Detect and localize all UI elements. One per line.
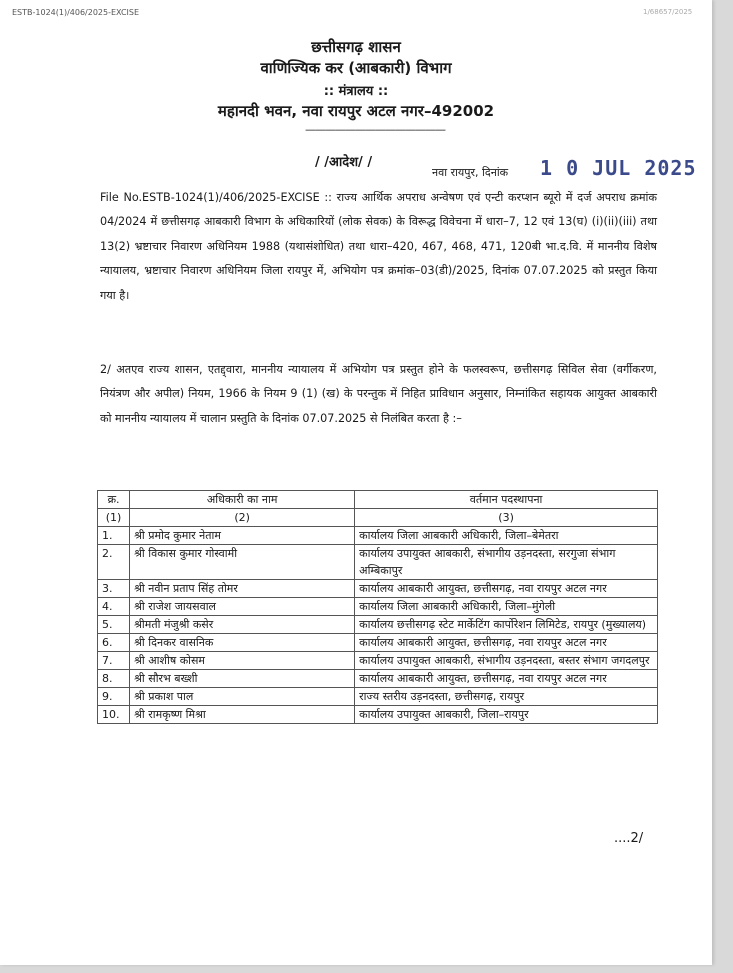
officers-table — [97, 490, 658, 724]
paragraph-1: File No.ESTB-1024(1)/406/2025-EXCISE :: राज्य आर्थिक अपराध अन्वेषण एवं एन्टी करप्शन ब्यूरो में दर्ज अपराध क्रमांक 04/2024 में छत्तीसगढ़ आबकारी विभाग के अधिकारियों (लोक सेवक) के विरूद्ध विवेचना में धारा–7, 12 एवं 13(घ) (i)(ii)(iii) तथा 13(2) भ्रष्टाचार निवारण अधिनियम 1988 (यथासंशोधित) तथा धारा–420, 467, 468, 471, 120बी भा.द.वि. में माननीय विशेष न्यायालय, भ्रष्टाचार निवारण अधिनियम जिला रायपुर में, अभियोग पत्र क्रमांक–03(डी)/2025, दिनांक 07.07.2025 को प्रस्तुत किया गया है। — [100, 191, 657, 302]
table-header-row — [98, 491, 658, 509]
row-number: 3. — [98, 580, 130, 598]
paragraph-2: 2/ अतएव राज्य शासन, एतद्द्वारा, माननीय न्यायालय में अभियोग पत्र प्रस्तुत होने के फलस्वरूप, छत्तीसगढ़ सिविल सेवा (वर्गीकरण, नियंत्रण और अपील) नियम, 1966 के नियम 9 (1) (ख) के परन्तुक में निहित प्राविधान अनुसार, निम्नांकित सहायक आयुक्त आबकारी को माननीय न्यायालय में चालान प्रस्तुति के दिनांक 07.07.2025 से निलंबित करता है :– — [100, 363, 657, 425]
officer-name: श्री आशीष कोसम — [130, 652, 355, 670]
row-number: 1. — [98, 527, 130, 545]
page-code: 1/68657/2025 — [643, 8, 693, 16]
officer-posting: कार्यालय उपायुक्त आबकारी, संभागीय उड़नदस्ता, सरगुजा संभाग अम्बिकापुर — [355, 545, 658, 580]
table-row — [98, 652, 658, 670]
header-serial: क्र. — [98, 491, 130, 509]
table-row — [98, 616, 658, 634]
row-number: 7. — [98, 652, 130, 670]
officer-name: श्री विकास कुमार गोस्वामी — [130, 545, 355, 580]
table-row — [98, 688, 658, 706]
order-place: नवा रायपुर, दिनांक — [432, 166, 509, 179]
table-row — [98, 706, 658, 724]
officer-name: श्री रामकृष्ण मिश्रा — [130, 706, 355, 724]
table-row — [98, 634, 658, 652]
officer-name: श्री प्रकाश पाल — [130, 688, 355, 706]
row-number: 9. — [98, 688, 130, 706]
officer-posting: कार्यालय जिला आबकारी अधिकारी, जिला–मुंगेली — [355, 598, 658, 616]
officer-name: श्री प्रमोद कुमार नेताम — [130, 527, 355, 545]
government-name: छत्तीसगढ़ शासन — [311, 38, 401, 56]
office-address: महानदी भवन, नवा रायपुर अटल नगर–492002 — [217, 102, 495, 120]
header-current-posting: वर्तमान पदस्थापना — [355, 491, 658, 509]
table-row — [98, 580, 658, 598]
officer-name: श्री नवीन प्रताप सिंह तोमर — [130, 580, 355, 598]
officer-name: श्री दिनकर वासनिक — [130, 634, 355, 652]
row-number: 8. — [98, 670, 130, 688]
subheader-1: (1) — [98, 509, 130, 527]
row-number: 5. — [98, 616, 130, 634]
next-page-marker: ....2/ — [614, 831, 644, 846]
officer-posting: कार्यालय छत्तीसगढ़ स्टेट मार्केटिंग कार्पोरेशन लिमिटेड, रायपुर (मुख्यालय) — [355, 616, 658, 634]
officer-posting: राज्य स्तरीय उड़नदस्ता, छत्तीसगढ़, रायपुर — [355, 688, 658, 706]
row-number: 4. — [98, 598, 130, 616]
header-officer-name: अधिकारी का नाम — [130, 491, 355, 509]
officer-posting: कार्यालय आबकारी आयुक्त, छत्तीसगढ़, नवा रायपुर अटल नगर — [355, 580, 658, 598]
row-number: 6. — [98, 634, 130, 652]
officer-name: श्रीमती मंजुश्री कसेर — [130, 616, 355, 634]
subheader-3: (3) — [355, 509, 658, 527]
officer-name: श्री सौरभ बख्शी — [130, 670, 355, 688]
table-row — [98, 527, 658, 545]
department-name: वाणिज्यिक कर (आबकारी) विभाग — [260, 59, 452, 77]
officer-posting: कार्यालय आबकारी आयुक्त, छत्तीसगढ़, नवा रायपुर अटल नगर — [355, 670, 658, 688]
table-row — [98, 670, 658, 688]
order-title: / /आदेश/ / — [315, 155, 373, 170]
date-stamp: 1 0 JUL 2025 — [540, 156, 697, 180]
ministry-label: :: मंत्रालय :: — [323, 84, 389, 99]
officer-posting: कार्यालय उपायुक्त आबकारी, संभागीय उड़नदस्ता, बस्तर संभाग जगदलपुर — [355, 652, 658, 670]
header-rule: —————————————— — [305, 123, 445, 136]
row-number: 2. — [98, 545, 130, 580]
subheader-2: (2) — [130, 509, 355, 527]
table-row — [98, 545, 658, 580]
file-reference: ESTB-1024(1)/406/2025-EXCISE — [12, 8, 140, 17]
officer-posting: कार्यालय आबकारी आयुक्त, छत्तीसगढ़, नवा रायपुर अटल नगर — [355, 634, 658, 652]
table-subheader-row — [98, 509, 658, 527]
officer-posting: कार्यालय उपायुक्त आबकारी, जिला–रायपुर — [355, 706, 658, 724]
officer-name: श्री राजेश जायसवाल — [130, 598, 355, 616]
table-row — [98, 598, 658, 616]
row-number: 10. — [98, 706, 130, 724]
officer-posting: कार्यालय जिला आबकारी अधिकारी, जिला–बेमेतरा — [355, 527, 658, 545]
